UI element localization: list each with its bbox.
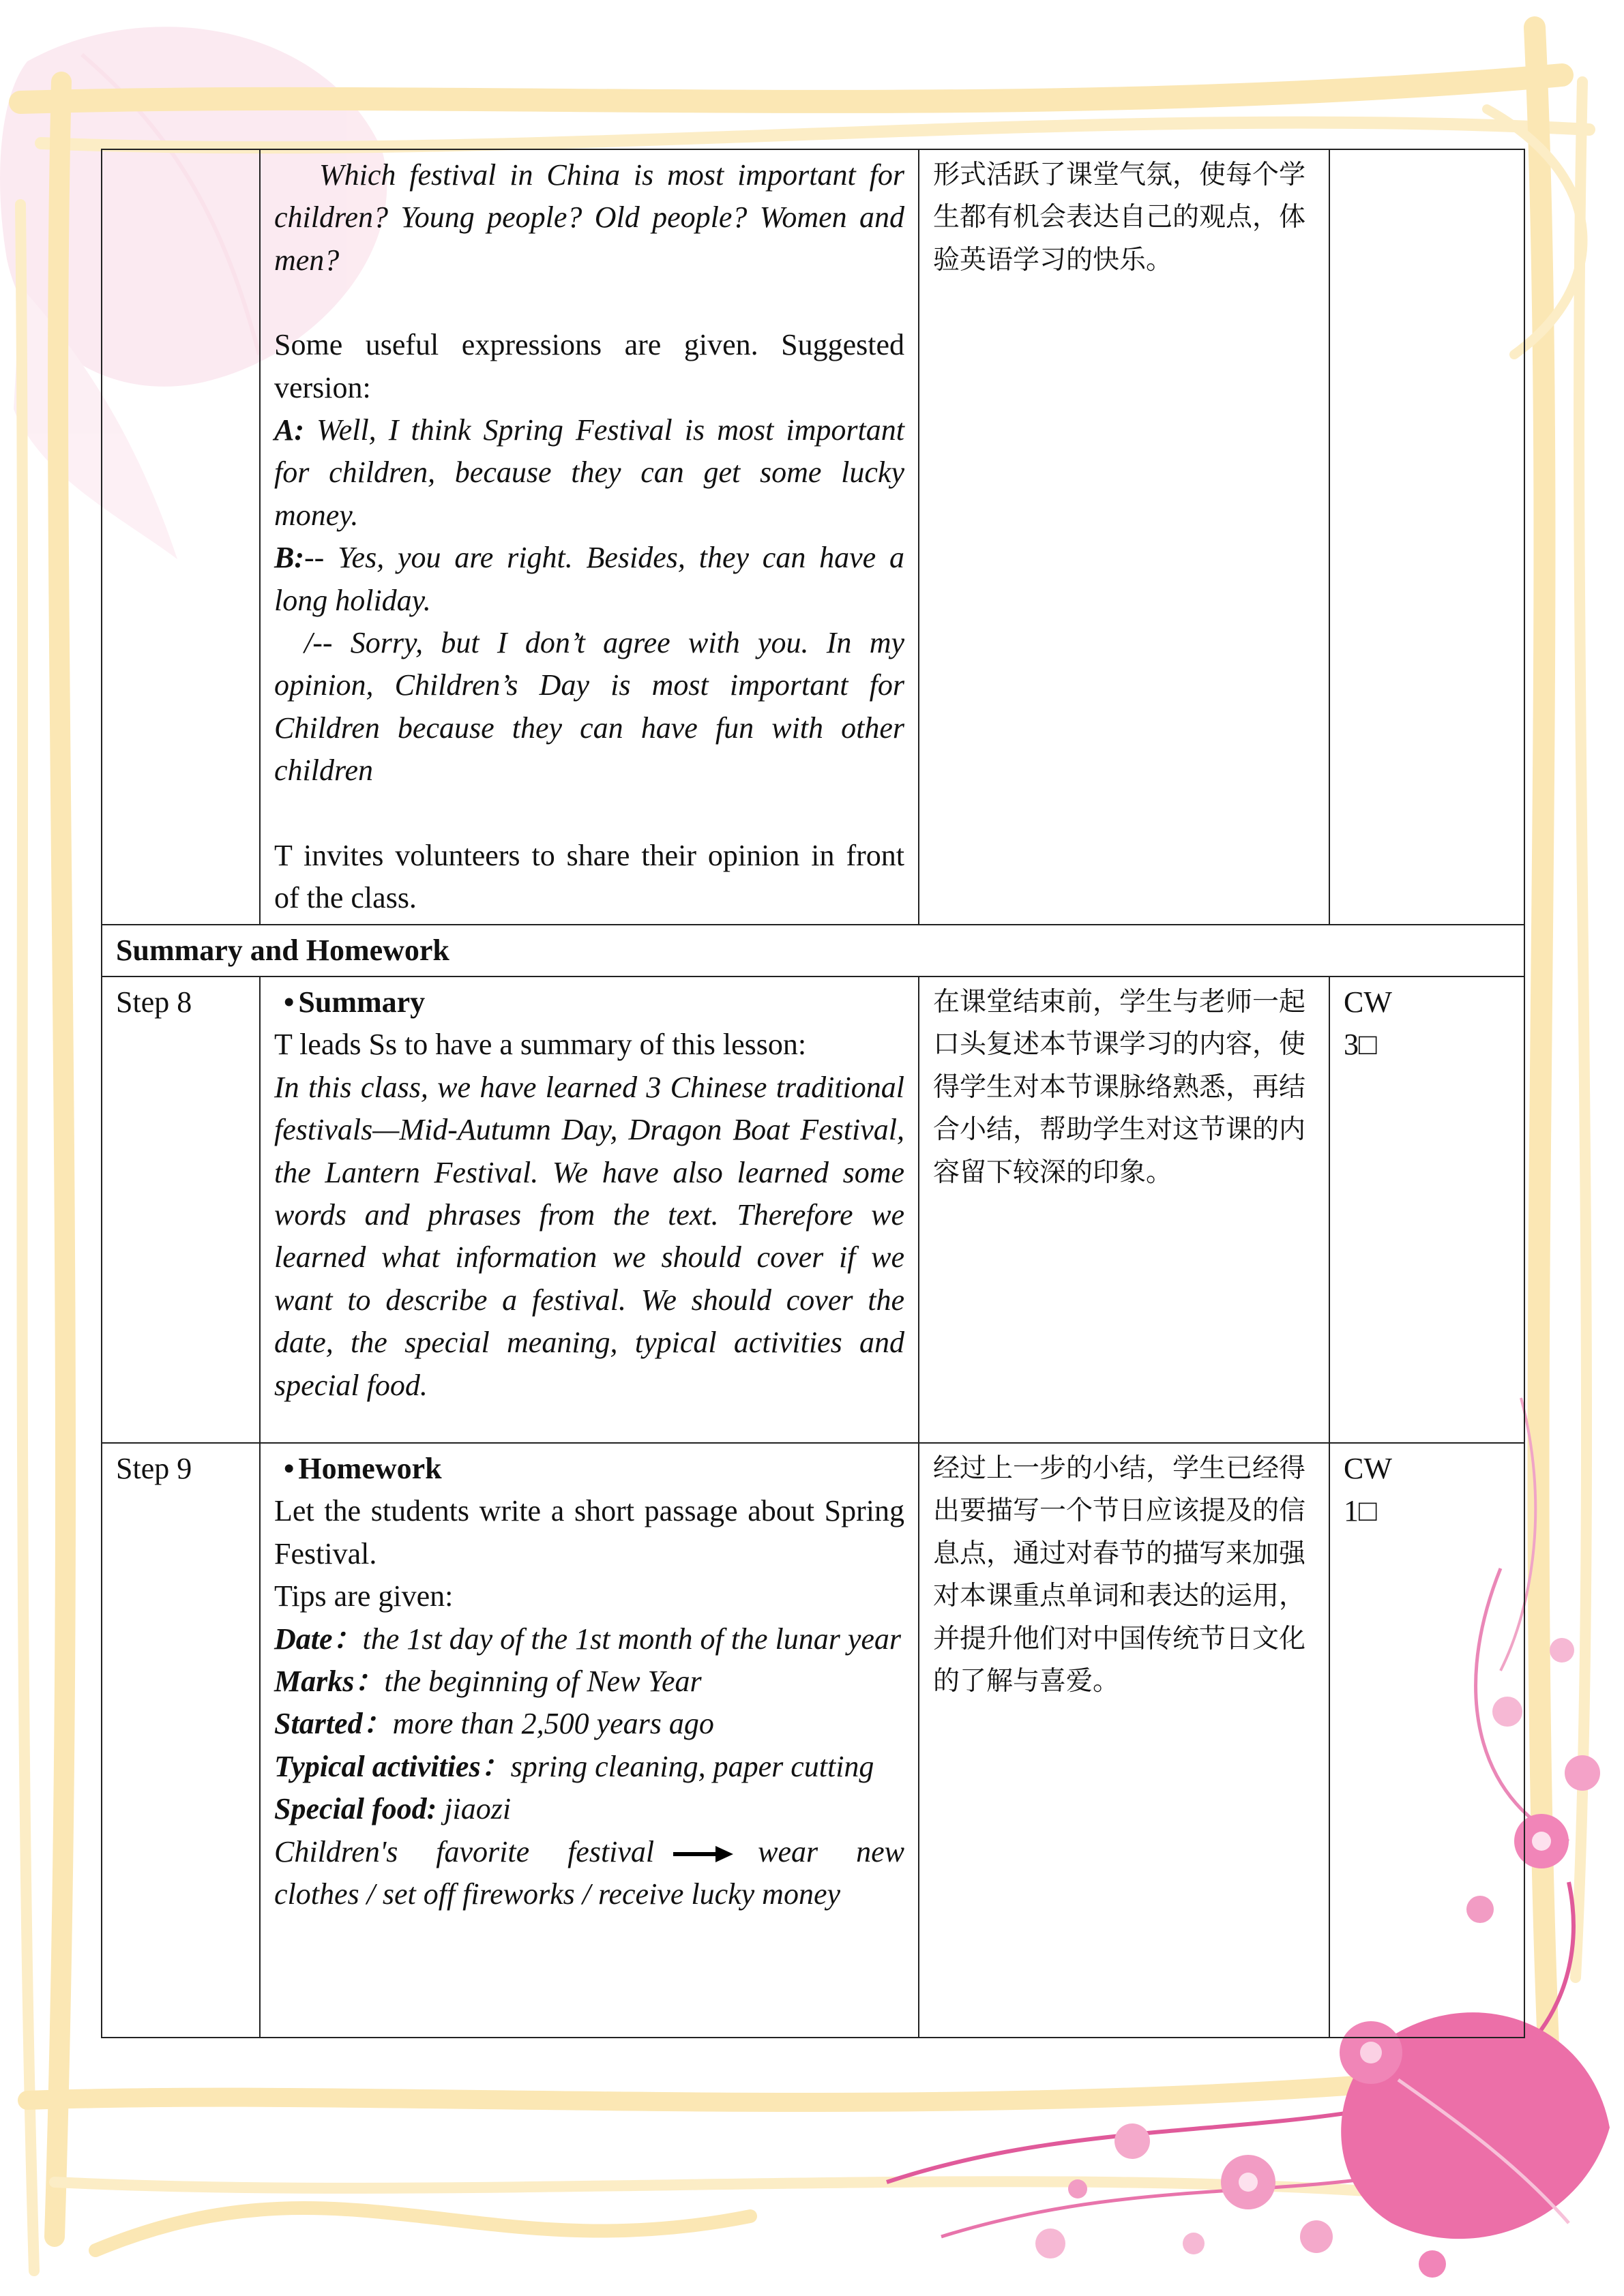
expressions-intro: Some useful expressions are given. Suggested version: — [274, 328, 904, 404]
time-label: 1□ — [1344, 1494, 1377, 1528]
lesson-plan-table — [101, 149, 1525, 2038]
step-cell-empty — [102, 149, 260, 925]
tip-date — [274, 1618, 904, 1660]
table-row-step9 — [102, 1443, 1524, 2038]
table-row-discussion — [102, 149, 1524, 925]
form-cell — [1329, 976, 1524, 1443]
bullet-icon: • — [284, 985, 295, 1019]
tip-started-text: more than 2,500 years ago — [392, 1707, 714, 1741]
tip-marks-text: the beginning of New Year — [384, 1664, 702, 1698]
tip-started-label: Started： — [274, 1707, 393, 1741]
tip-food-label: Special food: — [274, 1792, 437, 1826]
tip-date-label: Date： — [274, 1622, 363, 1656]
bullet-icon: • — [284, 1451, 295, 1485]
tip-started — [274, 1703, 904, 1745]
purpose-cell: 在课堂结束前，学生与老师一起口头复述本节课学习的内容，使得学生对本节课脉络熟悉，再结合小结，帮助学生对这节课的内容留下较深的印象。 — [919, 976, 1329, 1443]
activity-cell — [260, 1443, 919, 2038]
activity-cell — [260, 976, 919, 1443]
discussion-questions: Which festival in China is most important for children? Young people? Old people? Women and men? — [274, 158, 904, 277]
tip-activities — [274, 1746, 904, 1788]
tip-favorite — [274, 1831, 904, 1916]
speaker-a-label: A: — [274, 413, 304, 447]
tip-activities-text: spring cleaning, paper cutting — [510, 1749, 874, 1783]
tip-favorite-left: Children's favorite festival — [274, 1834, 655, 1868]
step8-heading — [274, 981, 904, 1024]
form-label: CW — [1344, 1451, 1392, 1485]
section-header: Summary and Homework — [102, 925, 1524, 976]
tips-label: Tips are given: — [274, 1579, 454, 1613]
step-label: Step 9 — [102, 1443, 260, 2038]
step8-intro: T leads Ss to have a summary of this lesson: — [274, 1028, 807, 1062]
tip-favorite-right: wear new clothes / set off fireworks / receive lucky money — [274, 1834, 904, 1911]
tip-date-text: the 1st day of the 1st month of the lunar year — [362, 1622, 901, 1656]
arrow-right-icon — [673, 1844, 735, 1864]
speaker-a-text: Well, I think Spring Festival is most important for children, because they can get some lucky money. — [274, 413, 904, 532]
tip-activities-label: Typical activities： — [274, 1749, 511, 1783]
activity-cell — [260, 149, 919, 925]
speaker-b-text: -- Yes, you are right. Besides, they can have a long holiday. — [274, 541, 904, 617]
dialogue-a — [274, 409, 904, 537]
tip-marks — [274, 1660, 904, 1703]
section-header-row — [102, 925, 1524, 976]
tip-marks-label: Marks： — [274, 1664, 385, 1698]
dialogue-b — [274, 537, 904, 622]
purpose-cell: 形式活跃了课堂气氛，使每个学生都有机会表达自己的观点，体验英语学习的快乐。 — [919, 149, 1329, 925]
step9-heading-text: Homework — [298, 1451, 442, 1485]
form-cell — [1329, 1443, 1524, 2038]
step9-intro: Let the students write a short passage about Spring Festival. — [274, 1494, 904, 1570]
table-row-step8 — [102, 976, 1524, 1443]
form-cell-empty — [1329, 149, 1524, 925]
purpose-cell: 经过上一步的小结，学生已经得出要描写一个节日应该提及的信息点，通过对春节的描写来加强对本课重点单词和表达的运用，并提升他们对中国传统节日文化的了解与喜爱。 — [919, 1443, 1329, 2038]
step-label: Step 8 — [102, 976, 260, 1443]
volunteers-text: T invites volunteers to share their opinion in front of the class. — [274, 838, 904, 915]
dialogue-b-alternative: /-- Sorry, but I don’t agree with you. In my opinion, Children’s Day is most important for Children because they can have fun with other children — [274, 626, 904, 788]
tip-food-text: jiaozi — [437, 1792, 512, 1826]
time-label: 3□ — [1344, 1028, 1377, 1062]
form-label: CW — [1344, 985, 1392, 1019]
step9-heading — [274, 1448, 904, 1490]
step8-summary-text: In this class, we have learned 3 Chinese traditional festivals—Mid-Autumn Day, Dragon Boat Festival, the Lantern Festival. We have also learned some words and phrases from the text. Therefore we learned what information we should cover if we want to describe a festival. We should cover the date, the special meaning, typical activities and special food. — [274, 1070, 904, 1402]
step8-heading-text: Summary — [298, 985, 426, 1019]
speaker-b-label: B: — [274, 541, 304, 575]
tip-food — [274, 1788, 904, 1830]
